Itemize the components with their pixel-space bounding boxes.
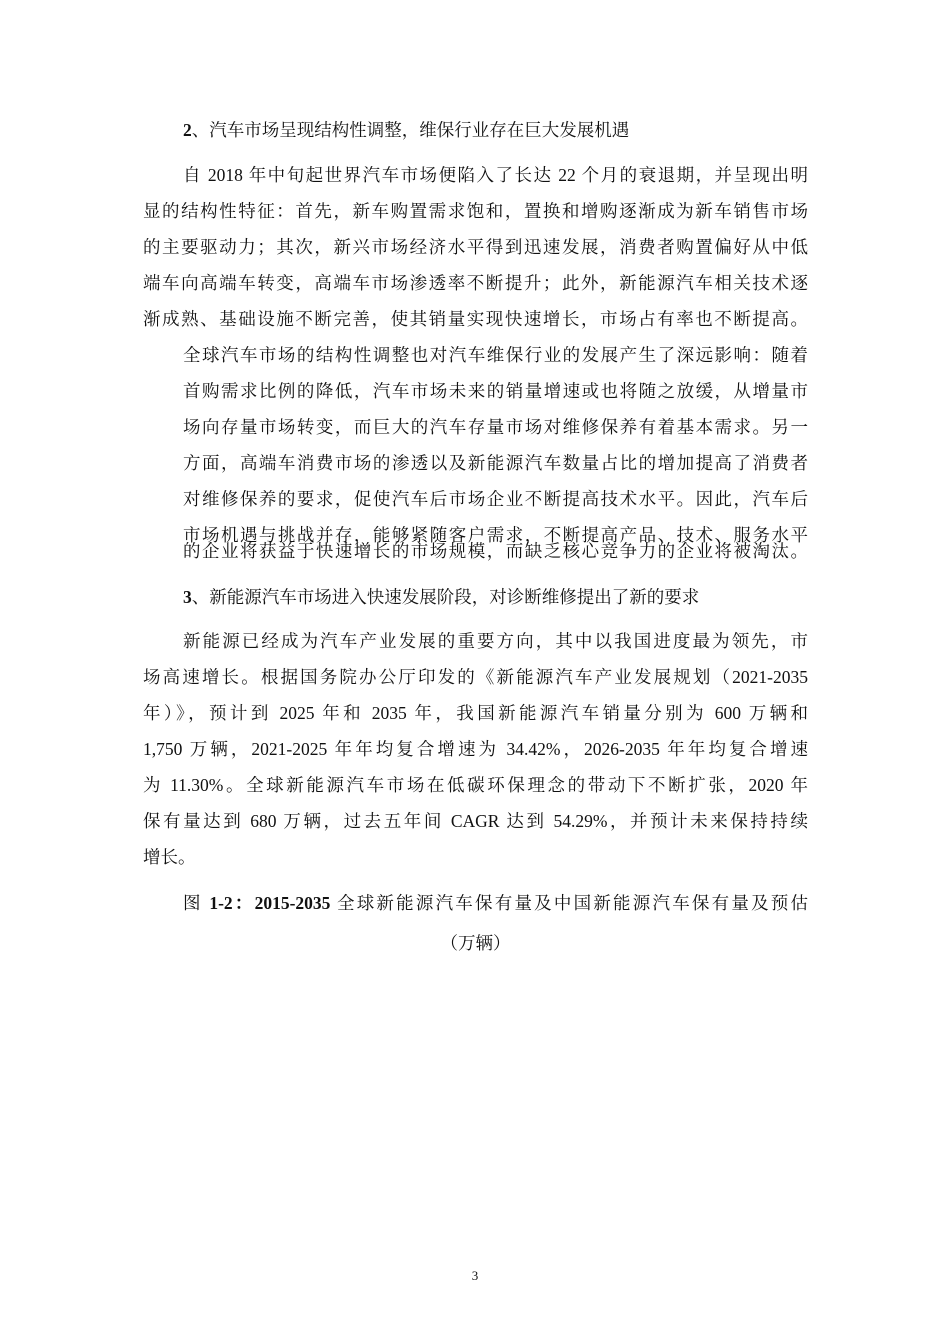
figure-caption [183,892,808,914]
section-title: 、新能源汽车市场进入快速发展阶段，对诊断维修提出了新的要求 [191,587,700,607]
text-line: 的企业将获益于快速增长的市场规模，而缺乏核心竞争力的企业将被淘汰。 [183,541,808,561]
section-2-heading [183,119,848,141]
text-line: 年）》，预计到 2025 年和 2035 年，我国新能源汽车销量分别为 600 万辆和 [143,703,808,723]
text-line: 自 2018 年中旬起世界汽车市场便陷入了长达 22 个月的衰退期，并呈现出明 [183,165,808,185]
section-number: 2 [183,120,192,140]
text-line: 市场机遇与挑战并存，能够紧随客户需求，不断提高产品、技术、服务水平 [183,525,808,545]
text-line: 为 11.30%。全球新能源汽车市场在低碳环保理念的带动下不断扩张，2020 年 [143,775,808,795]
section-number: 3 [183,587,192,607]
section-3-heading [183,586,848,608]
page-number: 3 [471,1268,479,1283]
figure-prefix: 图 [183,893,210,913]
text-line: 增长。 [143,847,196,867]
text-line: 场向存量市场转变，而巨大的汽车存量市场对维修保养有着基本需求。另一 [183,417,808,437]
text-line: 新能源已经成为汽车产业发展的重要方向，其中以我国进度最为领先，市 [183,631,808,651]
figure-title: 全球新能源汽车保有量及中国新能源汽车保有量及预估 [330,893,809,913]
text-line: 首购需求比例的降低，汽车市场未来的销量增速或也将随之放缓，从增量市 [183,381,808,401]
text-line: 端车向高端车转变，高端车市场渗透率不断提升；此外，新能源汽车相关技术逐 [143,273,808,293]
text-line: 全球汽车市场的结构性调整也对汽车维保行业的发展产生了深远影响：随着 [183,345,808,365]
text-line: 1,750 万辆，2021-2025 年年均复合增速为 34.42%，2026-2035 年年均复合增速 [143,739,808,759]
text-line: 对维修保养的要求，促使汽车后市场企业不断提高技术水平。因此，汽车后 [183,489,808,509]
figure-label: 1-2：2015-2035 [209,893,331,913]
figure-unit: （万辆） [440,933,511,953]
text-line: 渐成熟、基础设施不断完善，使其销量实现快速增长，市场占有率也不断提高。 [143,309,808,329]
text-line: 的主要驱动力；其次，新兴市场经济水平得到迅速发展，消费者购置偏好从中低 [143,237,808,257]
section-title: 、汽车市场呈现结构性调整，维保行业存在巨大发展机遇 [191,120,630,140]
text-line: 保有量达到 680 万辆，过去五年间 CAGR 达到 54.29%，并预计未来保持持续 [143,811,808,831]
text-line: 方面，高端车消费市场的渗透以及新能源汽车数量占比的增加提高了消费者 [183,453,808,473]
text-line: 场高速增长。根据国务院办公厅印发的《新能源汽车产业发展规划（2021-2035 [143,667,808,687]
text-line: 显的结构性特征：首先，新车购置需求饱和，置换和增购逐渐成为新车销售市场 [143,201,808,221]
